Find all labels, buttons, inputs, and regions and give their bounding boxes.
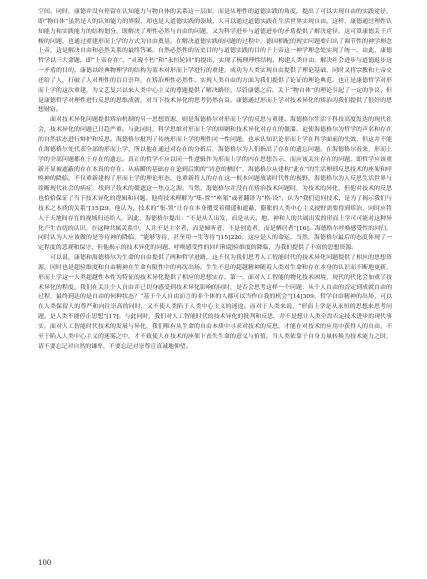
paragraph-kant: 空间。同时，康德并没有停留在认知能力与物自体的关系这一层面，而是从理性的道德实践的角度，提出了可以实现自由的实践途径，即“物自体”虽然是人的认知能力的界限，却也是人道德实践的领域，人可以通过道德实践在生活世界实现自由。这样，康德通过理性认知能力和实践能力的结构划分，既解决了理性必然与自由的问题，又为科学进步与道德进步的矛盾提供了解决途径。这可算康德关于卢梭的问题，也通过重建形而上学的方式为自由奠基。在解决道德实践的问题的过程中，德国相配的现实问题要归出了调节性的神学理念上帝，这是解决自由和必然关系的最终答案。自然必然性的历史目的与道德实践的目的于上帝这一神学理念处实现了统一。由此，康德哲学以三大命题，即“上帝存在”、“灵魂不朽”和“永恒轮回”的提出，实现了梳理理性结构、构建人类自由、解决社会进步与道德退步这一矛盾的目的。康德以经典物理学的结构为蓝本对形而上学进行的重建，成功为人类实现自由提供了理论基础，同时又将宗教和上帝交还给了人，打破了人对理性的盲目崇拜，在矫治理性必然性、实现人类自由的方面为我们提供了论证的理论典范。也正是康德哲学对形而上学的这次重建，为文艺复兴以来人类中心主义的尊题提供了解决路径。尽管康德之后，关于“物自体”的理论引起了一定的争议，但是康德哲学对理性进行反思的思维成就，对当下技术异化的思考仍然有益。康德通过形而上学对技术异化的矫治为我们提供了很好的思想财富。: [38, 9, 392, 114]
document-page: [38, 8, 392, 568]
page-number: 100: [38, 559, 52, 567]
paragraph-conclusion: 可以说，康德和海德格尔为生命的自由提供了两种哲学进路，这不仅为我们思考人工智能时代的技术异化问题提供了相应的思想资源，同时也是超验维度和自由精神在生命有限性中的再次出场。生生不息的超越精神随着人类对生命和存在本身的认识而不断地更新，形而上学这一人类超越性本性为特征的技术异化提供了相应的思想实存。第一，面对人工智能的物化技术困境，现代的代化会加重了技术异化的程度，我们在关注个人自由并已切身感受到技术异化影响的同时，是否会思考这样一个问题：从个人自由的否定到成就自由的过程，最终到达的是自由的何种状态？“基于个人自由而言的非个体的人都可以当作自我的机会”[14]309，哲学自由精神的出场，可以在人类保留人的尊严和向往崇高的同时，又不使人类陷于人类中心主义的迷途。而对于人类来说，“形而上学是从永恒的思想来思考问题，是人类不能停止思想”[17]。与此同时，我们对人工智能时代的技术异化的批判和反思，并不是想让人类全盘否定技术进步的现代事实。面对人工智能时代技术的发展与异化，我们唯有从生命的自由本质中寻求对技术的反思，才能在对技术的应用中获得人的自由，不至于陷入人类中心主义的迷雾之中，才不致使人在技术的座架下丧失生命的意义与价值。当人类依靠于自身力量转换为技术能力之时，请不要忘记对自然的谦卑，不要忘记对崇尊宣真诚地仰望。: [38, 255, 392, 350]
paragraph-heidegger: 面对技术异化问题提供矫治机制的另一思想资源，则是海德格尔对形而上学的反思与重建。海德格尔生活于科技高度发达的现代社会，技术异化的问题已日趋严重。与此同时，科学思维对形而上学的围剿和技术异化对存在的僵滥，迫使海德格尔为哲学的声名和存在的自然状态进行辩护和反思。海德格尔批判了传统形而上学的理性同一性问题，也承认知识论形而上学在科学面前的失效，但这并不能在海德格尔处代表全部的形而上学，所以他在通过对存在的分析后，海德格尔为人们指出了存在的遗忘问题。在海德格尔看来，形而上学的全部问题都在于存在的遗忘。真正的哲学不应以同一性逻辑作为形而上学的内在思想告示，而应该关注存在的问题，即哲学应该重新开显被遮蔽的存在本真的存在。从病瞬的基础存在论到后期的“诗意的栖居”，海德格尔从建构“此在”的生活理到反思技术的座架和呼唤神的降临，不仅重新建构了形而上学的理论形态，也重新将人的存在这一根本问题放诸时代性的视野。海德格尔为人反思生活世界与诊断现代社会的病症，找到了技术的僵遮这一焦点之源。当然，海德格尔并没有在矫治技术问题时，为技术的异化，但他对技术的反思也恰恰保证了当下技术异化的逻辑和问题。他将技术理解为“集-置”“座架”或者翻译为“格-设”，认为“我们追问技术，是为了揭示我们与技术之本质的关系”[15]29。他认为，技术的“集-置”让存在本身遭受着僵遥和遮蔽，膨胀的人类中心主义视野需要得到矫治，同时应将人于天地间存在的视域归还给人。因此，海德格尔提出：“不是从人出发，而是从天、地、神和人的共属出发的形而上学可可能对这种异化产生直切的认识。在这种共属关系中，人并不是主宰者，而是倾听者，不是创造者，而是栖居者”[16]。海德格尔呼唤感受性的回归，同时认为人应该做的是等待神的降临，“能够等待，甚至用一生等待”[15]220，这应是人的命运。当然，海德格尔最后的态度体现了一定程度的悲观和保守，但他揭示的技术异化的问题、呼唤感受性的回归和超验维度的降临，为我们提供了丰富的思想资源。: [38, 117, 392, 252]
